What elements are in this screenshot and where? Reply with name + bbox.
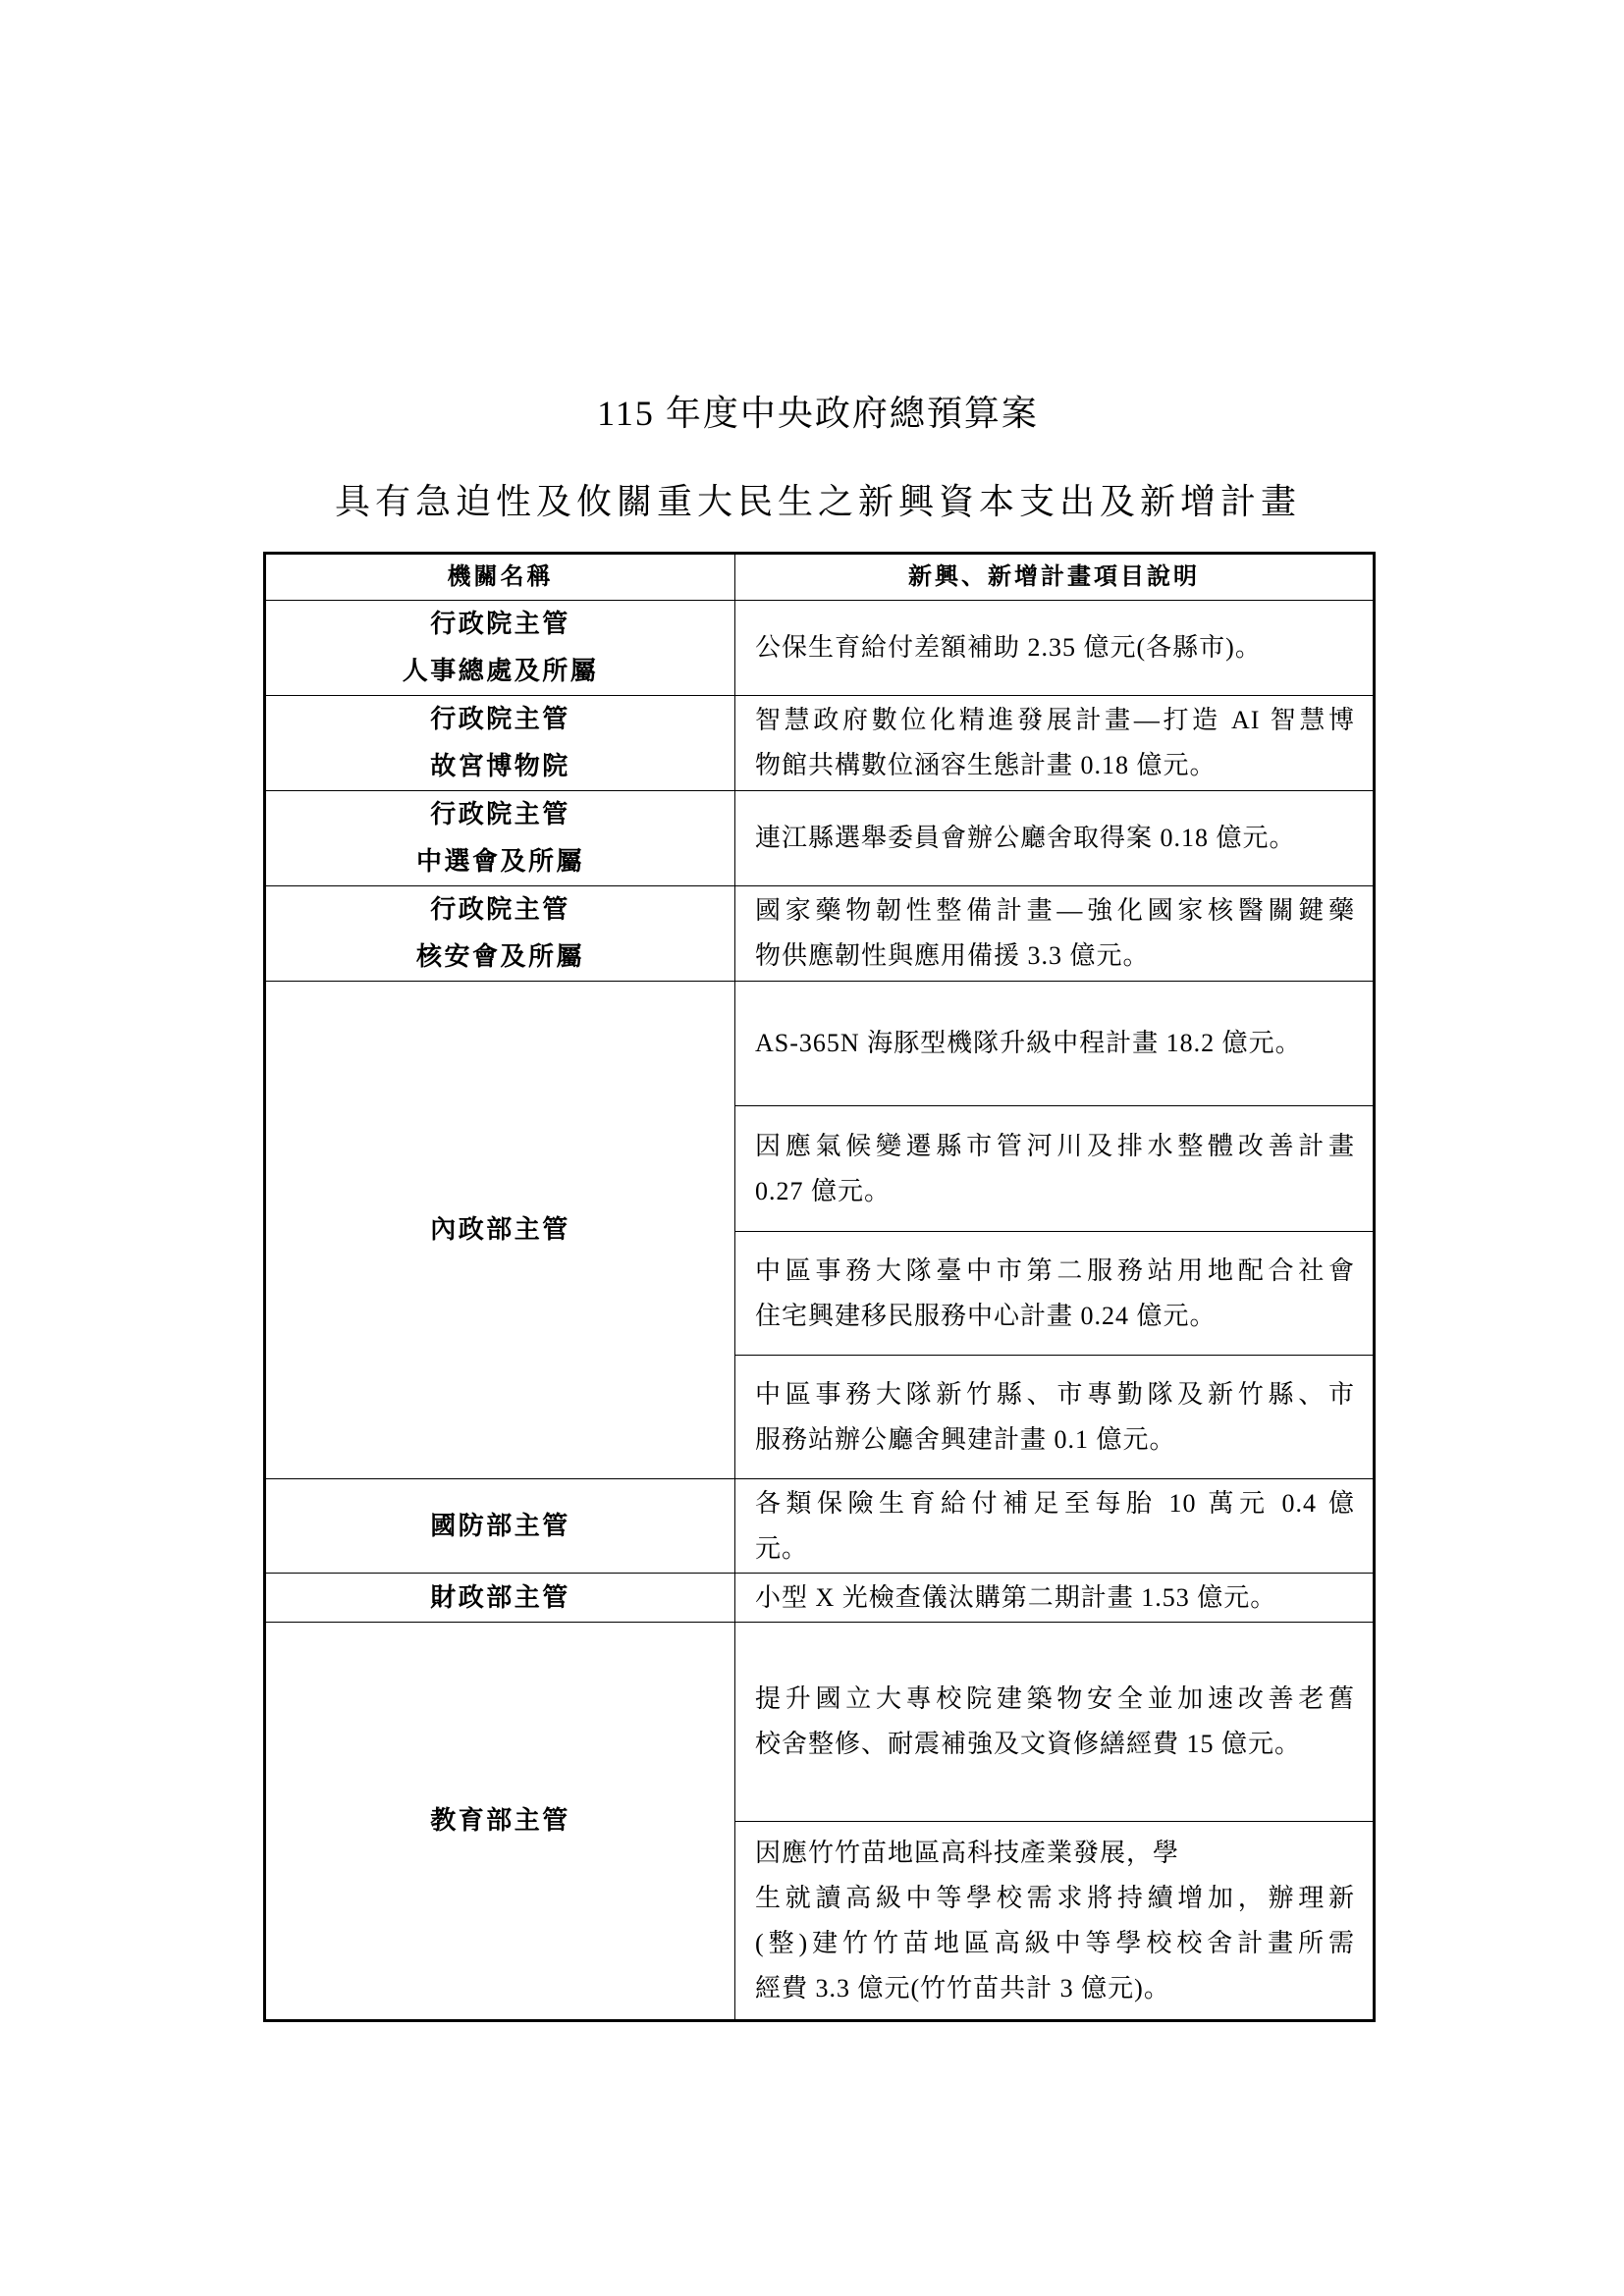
agency-name-line: 核安會及所屬 <box>415 942 584 971</box>
description-cell <box>735 982 1375 1106</box>
agency-cell <box>265 696 735 791</box>
description-line: 因應竹竹苗地區高科技產業發展，學 <box>755 1838 1180 1867</box>
description-line: 因應氣候變遷縣市管河川及排水整體改善計畫 <box>755 1131 1355 1160</box>
description-line: 提升國立大專校院建築物安全並加速改善老舊 <box>755 1684 1355 1713</box>
table-row <box>265 982 1375 1106</box>
description-line: 0.27 億元。 <box>755 1176 892 1205</box>
agency-cell <box>265 982 735 1479</box>
table-row <box>265 601 1375 696</box>
agency-cell <box>265 601 735 696</box>
table-row <box>265 696 1375 791</box>
description-line: 中區事務大隊臺中市第二服務站用地配合社會 <box>755 1255 1355 1285</box>
table-header-row <box>265 554 1375 601</box>
agency-name-line: 行政院主管 <box>430 895 570 924</box>
agency-name-line: 國防部主管 <box>430 1511 570 1540</box>
description-line: 小型 X 光檢查儀汰購第二期計畫 1.53 億元。 <box>755 1582 1277 1612</box>
agency-name-line: 中選會及所屬 <box>415 847 584 876</box>
description-line: 各類保險生育給付補足至每胎 10 萬元 0.4 億 <box>755 1488 1355 1518</box>
agency-cell <box>265 791 735 886</box>
description-cell <box>735 1623 1375 1822</box>
agency-name-line: 財政部主管 <box>430 1582 570 1612</box>
description-cell <box>735 1822 1375 2021</box>
table-row <box>265 1574 1375 1623</box>
description-line: 智慧政府數位化精進發展計畫—打造 AI 智慧博 <box>755 706 1355 734</box>
description-cell <box>735 1232 1375 1356</box>
agency-name-line: 故宮博物院 <box>430 752 570 780</box>
document-title: 115 年度中央政府總預算案 <box>597 394 1039 433</box>
document-subtitle: 具有急迫性及攸關重大民生之新興資本支出及新增計畫 <box>334 482 1301 521</box>
description-line: AS-365N 海豚型機隊升級中程計畫 18.2 億元。 <box>755 1029 1302 1057</box>
description-line: 中區事務大隊新竹縣、市專勤隊及新竹縣、市 <box>755 1379 1355 1409</box>
table-row <box>265 1623 1375 1822</box>
agency-name-line: 人事總處及所屬 <box>402 657 599 685</box>
agency-cell <box>265 886 735 982</box>
description-cell <box>735 601 1375 696</box>
description-line: 物館共構數位涵容生態計畫 0.18 億元。 <box>755 751 1217 779</box>
agency-name-line: 內政部主管 <box>430 1215 570 1244</box>
table-row <box>265 791 1375 886</box>
agency-cell <box>265 1574 735 1623</box>
description-cell <box>735 1479 1375 1574</box>
header-description: 新興、新增計畫項目說明 <box>735 554 1375 601</box>
description-line: 公保生育給付差額補助 2.35 億元(各縣市)。 <box>755 633 1262 662</box>
description-line: 服務站辦公廳舍興建計畫 0.1 億元。 <box>755 1424 1176 1454</box>
header-agency: 機關名稱 <box>265 554 735 601</box>
table-row <box>265 1479 1375 1574</box>
description-cell <box>735 791 1375 886</box>
description-line: 住宅興建移民服務中心計畫 0.24 億元。 <box>755 1301 1217 1330</box>
agency-cell <box>265 1623 735 2021</box>
description-line: 經費 3.3 億元(竹竹苗共計 3 億元)。 <box>755 1973 1170 2002</box>
description-line: 國家藥物韌性整備計畫—強化國家核醫關鍵藥 <box>755 896 1355 925</box>
description-cell <box>735 1106 1375 1232</box>
description-line: 校舍整修、耐震補強及文資修繕經費 15 億元。 <box>755 1730 1302 1758</box>
agency-cell <box>265 1479 735 1574</box>
description-cell <box>735 696 1375 791</box>
agency-name-line: 行政院主管 <box>430 610 570 638</box>
description-cell <box>735 1356 1375 1479</box>
budget-table <box>263 552 1376 2022</box>
description-cell <box>735 1574 1375 1623</box>
description-line: 元。 <box>755 1533 809 1563</box>
agency-name-line: 教育部主管 <box>430 1806 570 1835</box>
table-row <box>265 886 1375 982</box>
agency-name-line: 行政院主管 <box>430 705 570 733</box>
description-line: (整)建竹竹苗地區高級中等學校校舍計畫所需 <box>755 1928 1355 1957</box>
description-cell <box>735 886 1375 982</box>
description-line: 生就讀高級中等學校需求將持續增加，辦理新 <box>755 1883 1355 1912</box>
description-line: 物供應韌性與應用備援 3.3 億元。 <box>755 941 1150 970</box>
description-line: 連江縣選舉委員會辦公廳舍取得案 0.18 億元。 <box>755 824 1296 852</box>
agency-name-line: 行政院主管 <box>430 800 570 828</box>
